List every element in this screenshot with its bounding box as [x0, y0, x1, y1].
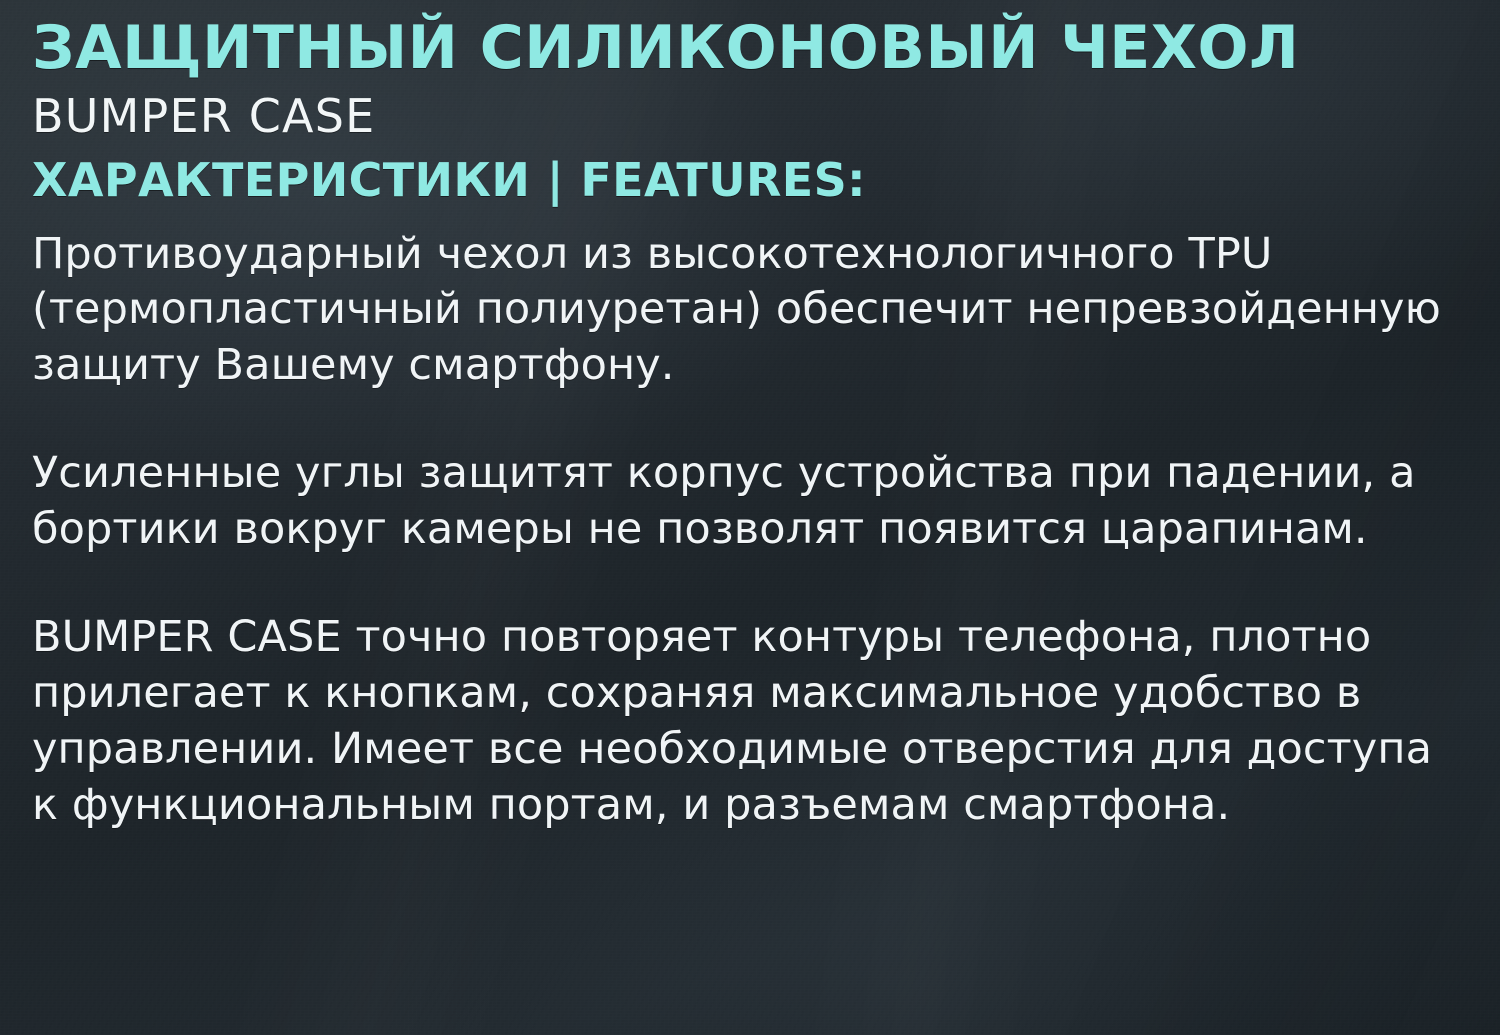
features-section-heading: ХАРАКТЕРИСТИКИ | FEATURES:	[32, 153, 866, 208]
feature-paragraph-1: Противоударный чехол из высокотехнологичного TPU (термопластичный полиуретан) обеспечит непревзойденную защиту Вашему смартфону.	[32, 228, 1441, 391]
feature-paragraph-2: Усиленные углы защитят корпус устройства при падении, а бортики вокруг камеры не позволят появится царапинам.	[32, 448, 1416, 555]
product-title-ru: ЗАЩИТНЫЙ СИЛИКОНОВЫЙ ЧЕХОЛ	[32, 13, 1300, 83]
product-title-en: BUMPER CASE	[32, 89, 376, 143]
packaging-text-block	[32, 13, 1470, 834]
feature-paragraph-3: BUMPER CASE точно повторяет контуры телефона, плотно прилегает к кнопкам, сохраняя максимальное удобство в управлении. Имеет все необходимые отверстия для доступа к функциональным портам, и разъемам смартфона.	[32, 612, 1433, 830]
